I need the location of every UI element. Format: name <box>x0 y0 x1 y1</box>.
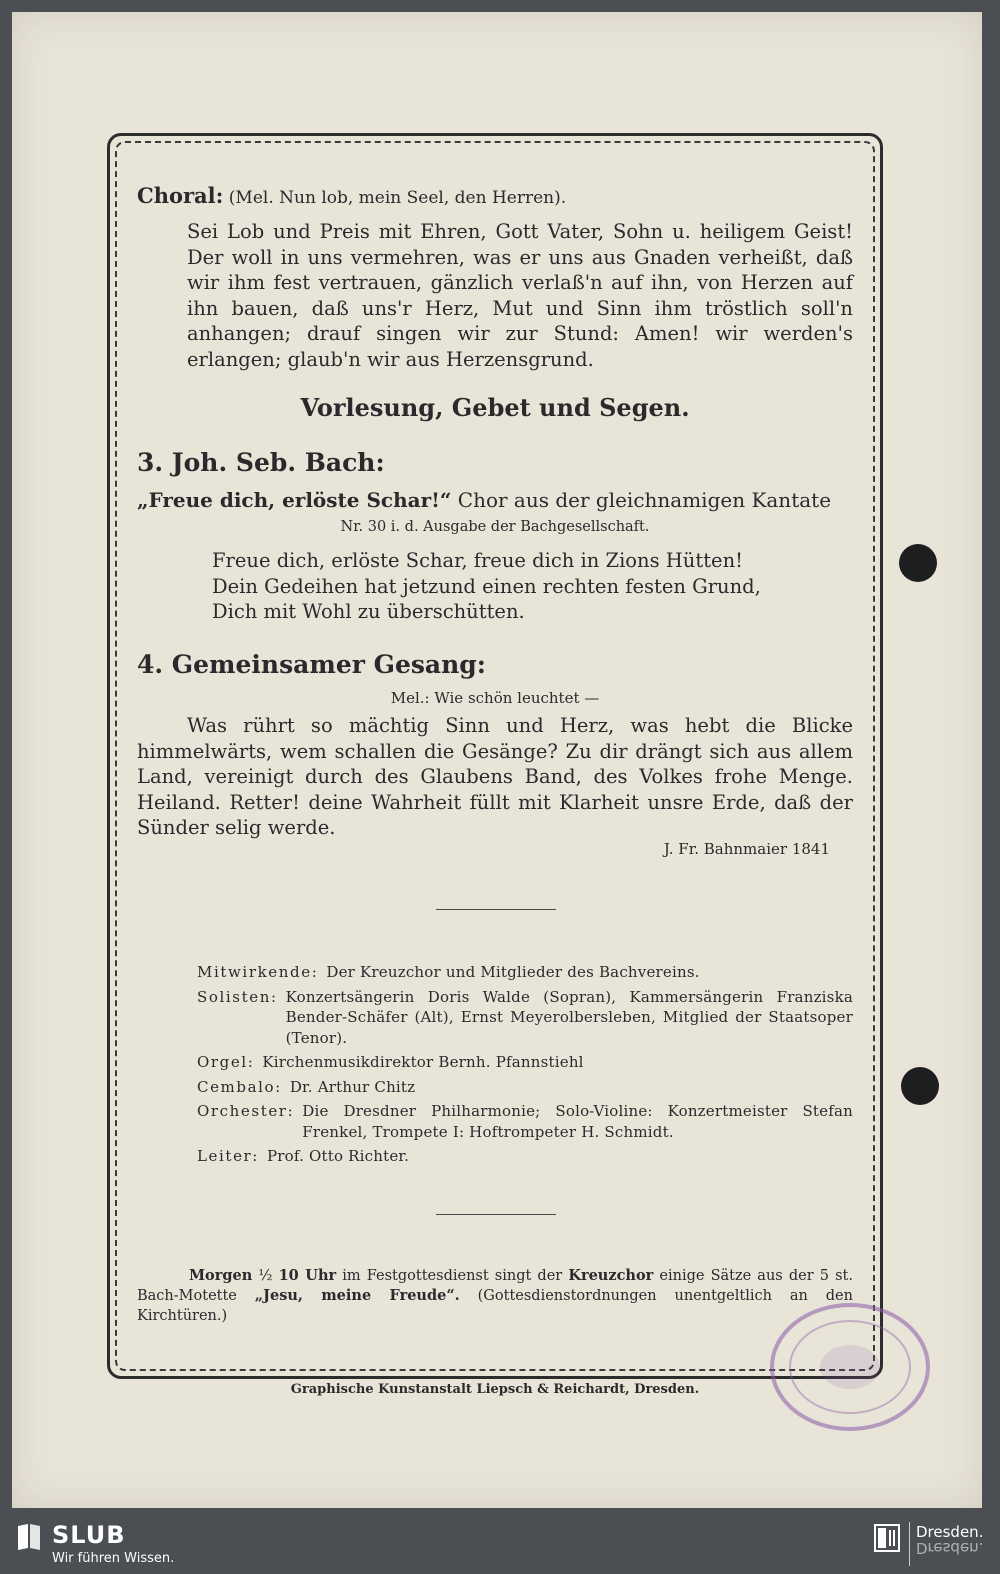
lyric-line: Dein Gedeihen hat jetzund einen rechten festen Grund, <box>212 574 761 598</box>
cantata-title <box>137 488 853 512</box>
hymn-melody: Mel.: Wie schön leuchtet — <box>390 689 600 707</box>
credit-label: Orchester: <box>197 1102 295 1120</box>
dresden-wordmark: Dresden. <box>916 1523 984 1541</box>
announcement-bold: Morgen <box>189 1267 253 1284</box>
divider <box>436 1214 556 1215</box>
announcement <box>137 1266 853 1326</box>
hymn-author: J. Fr. Bahnmaier 1841 <box>663 840 830 858</box>
credit-row <box>197 1077 853 1098</box>
punch-hole <box>899 544 937 582</box>
credit-row <box>197 1101 853 1142</box>
credit-value: Kirchenmusikdirektor Bernh. Pfannstiehl <box>262 1053 584 1071</box>
credit-row <box>197 1146 853 1167</box>
credit-value: Prof. Otto Richter. <box>266 1147 410 1165</box>
slub-tagline: Wir führen Wissen. <box>52 1551 175 1566</box>
credit-value: Konzertsängerin Doris Walde (Sopran), Kammersängerin Franziska Bender-Schäfer (Alt), Ernst Meyerolbersleben, Mitglied der Staatsoper (Tenor). <box>285 987 853 1047</box>
credit-label: Cembalo: <box>197 1077 282 1096</box>
announcement-text: im Festgottesdienst singt der <box>336 1268 569 1284</box>
section-3-heading: 3. Joh. Seb. Bach: <box>137 448 385 477</box>
announcement-text: ½ <box>252 1268 279 1284</box>
announcement-bold: Kreuzchor <box>568 1267 654 1284</box>
dresden-wordmark-reflection: Dresden. <box>916 1539 984 1557</box>
dresden-logo[interactable] <box>916 1524 983 1556</box>
footer-separator <box>909 1522 910 1566</box>
announcement-bold: 10 Uhr <box>278 1267 337 1284</box>
credit-row <box>197 962 853 983</box>
dresden-crest-icon[interactable] <box>874 1524 900 1552</box>
credit-label: Orgel: <box>197 1053 255 1071</box>
cantata-name: „Freue dich, erlöste Schar!“ <box>137 488 452 512</box>
printer-imprint: Graphische Kunstanstalt Liepsch & Reichardt, Dresden. <box>290 1382 700 1397</box>
credit-label: Mitwirkende: <box>197 963 319 981</box>
lyric-line: Freue dich, erlöste Schar, freue dich in Zions Hütten! <box>212 549 743 572</box>
credit-value: Die Dresdner Philharmonie; Solo-Violine: Konzertmeister Stefan Frenkel, Trompete I: Hoftrompeter H. Schmidt. <box>302 1102 853 1141</box>
slub-book-icon[interactable] <box>16 1522 42 1552</box>
credit-value: Dr. Arthur Chitz <box>289 1077 416 1096</box>
cantata-lyrics <box>212 548 792 625</box>
choral-text: Sei Lob und Preis mit Ehren, Gott Vater, Sohn u. heiligem Geist! Der woll in uns vermehren, was er uns aus Gnaden verheißt, daß wir ihm fest vertrauen, gänzlich verlaß'n auf ihn, von Herzen auf ihn bauen, daß uns'r Herz, Mut und Sinn ihm tröstlich soll'n anhangen; drauf singen wir zur Stund: Amen! wir werden's erlangen; glaub'n wir aus Herzensgrund. <box>187 220 853 371</box>
divider <box>436 909 556 910</box>
credit-row <box>197 987 853 1049</box>
choral-heading <box>137 183 566 208</box>
punch-hole <box>901 1067 939 1105</box>
announcement-text: (Gottesdienstordnungen unentgeltlich an den Kirchtüren.) <box>137 1288 853 1324</box>
credits-list <box>197 962 853 1171</box>
section-4-heading: 4. Gemeinsamer Gesang: <box>137 650 487 679</box>
hymn-text: Was rührt so mächtig Sinn und Herz, was hebt die Blicke himmelwärts, wem schallen die Gesänge? Zu dir drängt sich aus allem Land, vereinigt durch des Glaubens Band, des Volkes frohe Menge. Heiland. Retter! deine Wahrheit füllt mit Klarheit unsre Erde, daß der Sünder selig werde. <box>137 714 853 839</box>
credit-row <box>197 1052 853 1073</box>
slub-brand[interactable]: SLUB <box>52 1521 126 1549</box>
credit-label: Solisten: <box>197 987 278 1006</box>
cantata-description: Chor aus der gleichnamigen Kantate <box>451 488 832 512</box>
credit-label: Leiter: <box>197 1147 259 1165</box>
announcement-text: einige Sätze aus der 5 st. Bach-Motette <box>137 1268 853 1304</box>
choral-title: Choral: <box>137 183 224 208</box>
announcement-bold: „Jesu, meine Freude“. <box>254 1287 460 1304</box>
library-stamp <box>766 1300 934 1434</box>
credit-value: Der Kreuzchor und Mitglieder des Bachvereins. <box>326 963 700 981</box>
vorlesung-heading: Vorlesung, Gebet und Segen. <box>300 393 690 422</box>
cantata-subtitle: Nr. 30 i. d. Ausgabe der Bachgesellschaft. <box>340 519 650 535</box>
choral-melody: (Mel. Nun lob, mein Seel, den Herren). <box>228 188 567 208</box>
lyric-line: Dich mit Wohl zu überschütten. <box>212 600 525 623</box>
